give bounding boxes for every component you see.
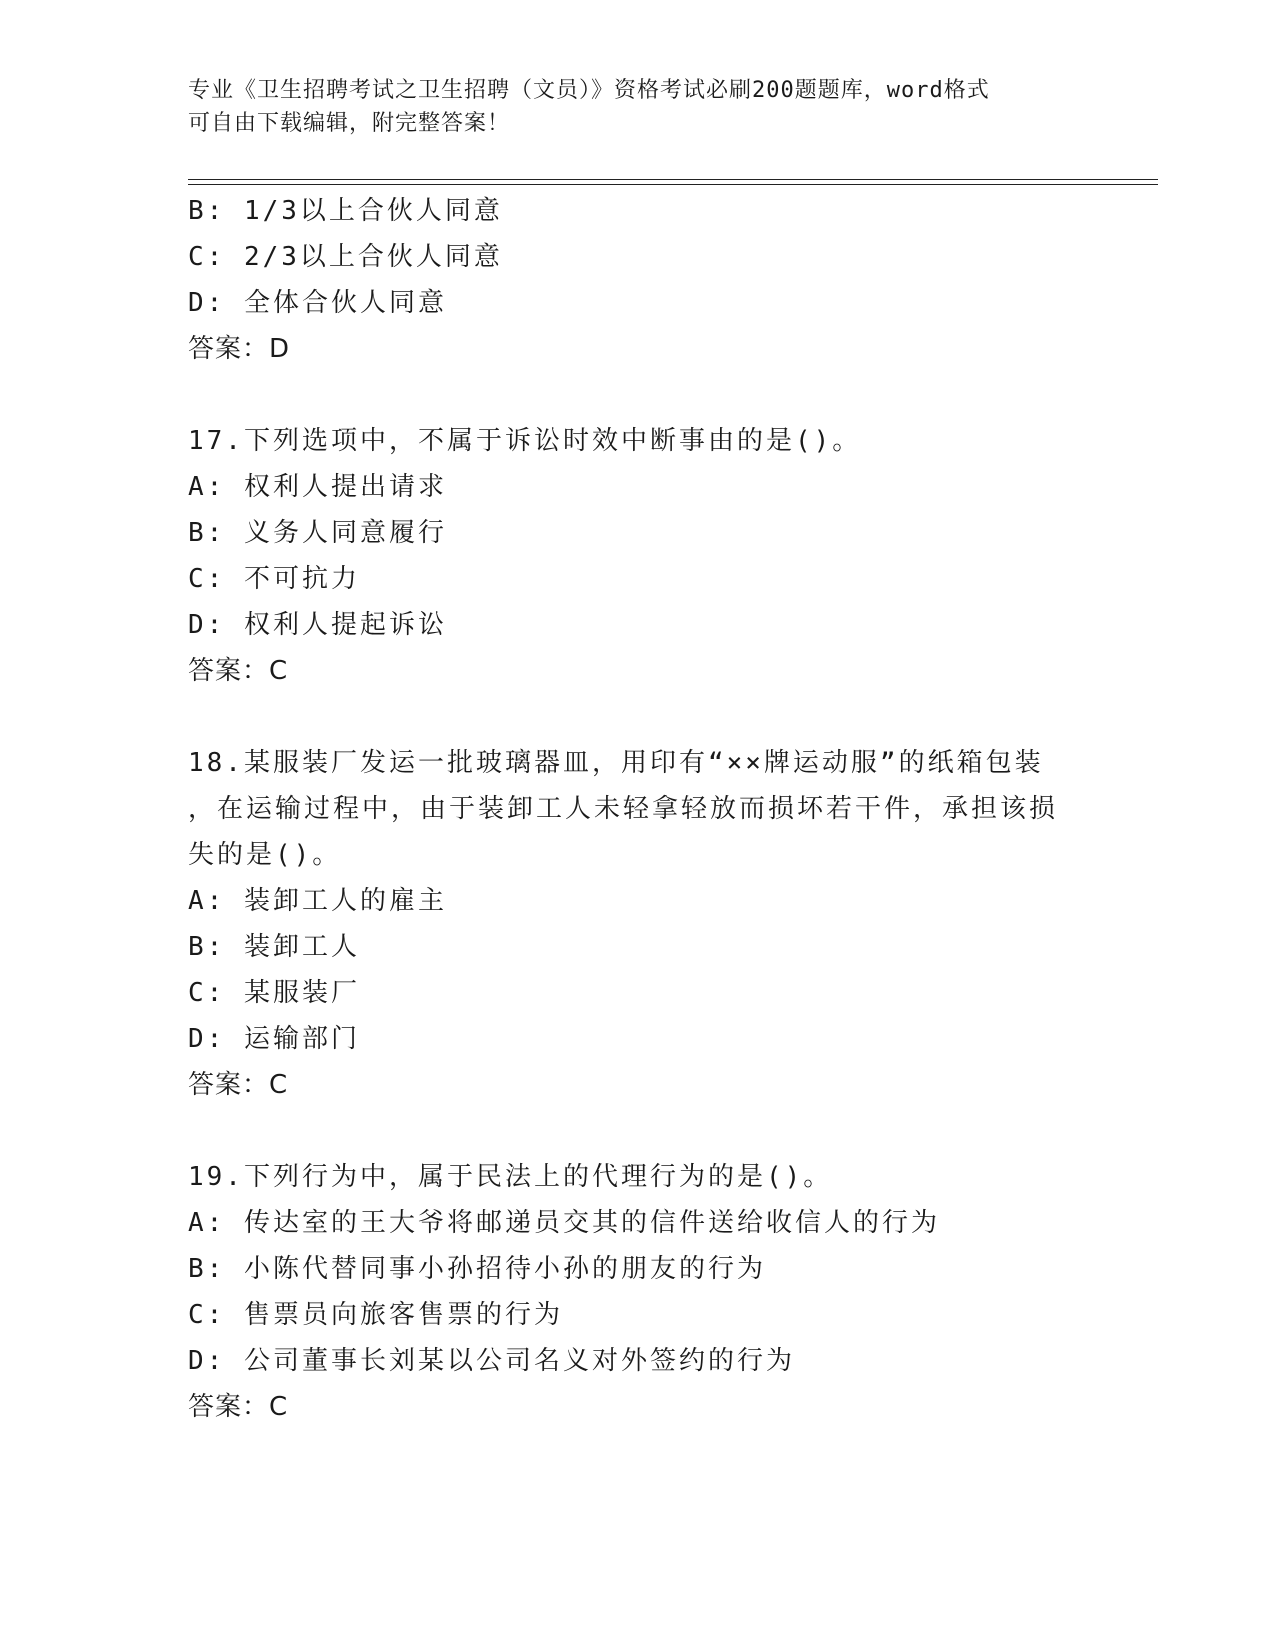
- question-18: [188, 740, 1088, 1108]
- option-a: A: 权利人提出请求: [188, 472, 447, 502]
- answer-line: 答案：C: [188, 656, 289, 686]
- question-19: [188, 1154, 1088, 1430]
- option-b: B: 小陈代替同事小孙招待小孙的朋友的行为: [188, 1254, 766, 1284]
- option-b: B: 装卸工人: [188, 932, 360, 962]
- option-b: B: 1/3以上合伙人同意: [188, 196, 503, 226]
- header-divider-top: [188, 179, 1158, 180]
- option-b: B: 义务人同意履行: [188, 518, 447, 548]
- answer-line: 答案：C: [188, 1070, 289, 1100]
- question-stem: 19.下列行为中，属于民法上的代理行为的是()。: [188, 1162, 833, 1192]
- question-stem: 失的是()。: [188, 840, 342, 870]
- option-d: D: 全体合伙人同意: [188, 288, 447, 318]
- option-c: C: 售票员向旅客售票的行为: [188, 1300, 563, 1330]
- option-d: D: 权利人提起诉讼: [188, 610, 447, 640]
- answer-line: 答案：C: [188, 1392, 289, 1422]
- header-divider-bottom: [188, 184, 1158, 185]
- document-header: [188, 74, 1088, 140]
- option-c: C: 不可抗力: [188, 564, 360, 594]
- option-c: C: 某服装厂: [188, 978, 360, 1008]
- question-17: [188, 418, 1088, 694]
- question-list: [188, 188, 1088, 1430]
- question-stem: 17.下列选项中，不属于诉讼时效中断事由的是()。: [188, 426, 862, 456]
- option-d: D: 运输部门: [188, 1024, 360, 1054]
- question-16-tail: [188, 188, 1088, 372]
- answer-line: 答案：D: [188, 334, 291, 364]
- spacer: [188, 1108, 1088, 1154]
- option-c: C: 2/3以上合伙人同意: [188, 242, 503, 272]
- header-line-2: 可自由下载编辑，附完整答案！: [188, 111, 511, 136]
- option-a: A: 传达室的王大爷将邮递员交其的信件送给收信人的行为: [188, 1208, 940, 1238]
- spacer: [188, 694, 1088, 740]
- question-stem: 18.某服装厂发运一批玻璃器皿，用印有“××牌运动服”的纸箱包装: [188, 748, 1044, 778]
- option-a: A: 装卸工人的雇主: [188, 886, 447, 916]
- option-d: D: 公司董事长刘某以公司名义对外签约的行为: [188, 1346, 795, 1376]
- spacer: [188, 372, 1088, 418]
- header-line-1: 专业《卫生招聘考试之卫生招聘（文员）》资格考试必刷200题题库，word格式: [188, 78, 990, 103]
- question-stem: ，在运输过程中，由于装卸工人未轻拿轻放而损坏若干件，承担该损: [188, 794, 1059, 824]
